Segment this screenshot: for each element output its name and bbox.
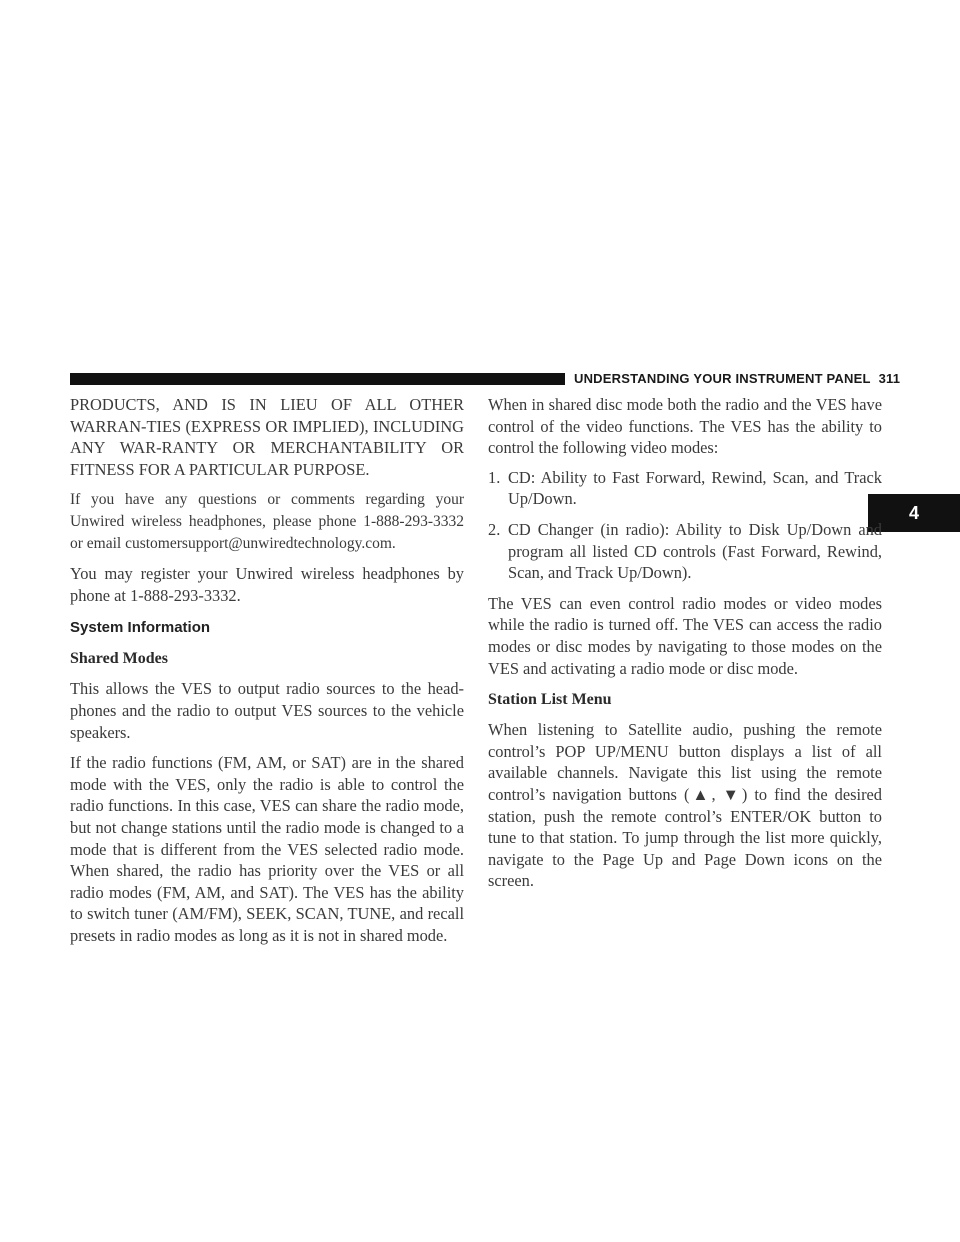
list-item: [488, 519, 882, 584]
list-item-text: CD: Ability to Fast Forward, Rewind, Scan, and Track Up/Down.: [508, 467, 882, 509]
right-column: [488, 394, 882, 892]
list-item: [488, 467, 882, 510]
page-number: 311: [878, 371, 901, 386]
radio-functions-paragraph: If the radio functions (FM, AM, or SAT) are in the shared mode with the VES, only the radio is able to control the radio functions. In this case, VES can share the radio mode, but not change stations until the radio mode is changed to a mode that is different from the VES selected radio mode. When shared, the radio has priority over the VES or all radio modes (FM, AM, and SAT). The VES has the ability to switch tuner (AM/FM), SEEK, SCAN, TUNE, and recall presets in radio modes as long as it is not in shared mode.: [70, 753, 464, 945]
system-information-heading: System Information: [70, 619, 211, 637]
radio-off-paragraph: The VES can even control radio modes or video modes while the radio is turned off. The VES can access the radio modes or disc modes by navigating to those modes on the VES and activating a radio mode or disc mode.: [488, 593, 882, 678]
station-list-menu-heading: Station List Menu: [488, 691, 612, 709]
list-item-text: CD Changer (in radio): Ability to Disk Up/Down and program all listed CD controls (Fast Forward, Rewind, Scan, and Track Up/Down).: [508, 519, 882, 583]
running-header: [565, 369, 906, 389]
section-title: UNDERSTANDING YOUR INSTRUMENT PANEL: [574, 371, 871, 386]
station-list-paragraph: When listening to Satellite audio, pushing the remote control’s POP UP/MENU button displays a list of all available channels. Navigate this list using the remote control’s navigation buttons (▲, ▼) to find the desired station, push the remote control’s ENTER/OK button to tune to that station. To jump through the list more quickly, navigate to the Page Up and Page Down icons on the screen.: [488, 720, 882, 891]
shared-disc-paragraph: When in shared disc mode both the radio and the VES have control of the video functions. The VES has the ability to control the following video modes:: [488, 395, 882, 458]
chapter-tab: 4: [868, 494, 960, 532]
shared-modes-paragraph: This allows the VES to output radio sources to the head-phones and the radio to output VES sources to the vehicle speakers.: [70, 679, 464, 742]
shared-modes-heading: Shared Modes: [70, 650, 168, 668]
left-column: [70, 394, 464, 946]
list-item-number: 1.: [488, 467, 501, 487]
video-modes-list: [488, 467, 882, 584]
warranty-paragraph: PRODUCTS, AND IS IN LIEU OF ALL OTHER WARRAN-TIES (EXPRESS OR IMPLIED), INCLUDING ANY WAR-RANTY OR MERCHANTABILITY OR FITNESS FOR A PARTICULAR PURPOSE.: [70, 395, 464, 479]
register-paragraph: You may register your Unwired wireless headphones by phone at 1-888-293-3332.: [70, 564, 464, 605]
contact-paragraph: If you have any questions or comments regarding your Unwired wireless headphones, please phone 1-888-293-3332 or email customersupport@unwiredtechnology.com.: [70, 491, 464, 552]
list-item-number: 2.: [488, 519, 501, 539]
